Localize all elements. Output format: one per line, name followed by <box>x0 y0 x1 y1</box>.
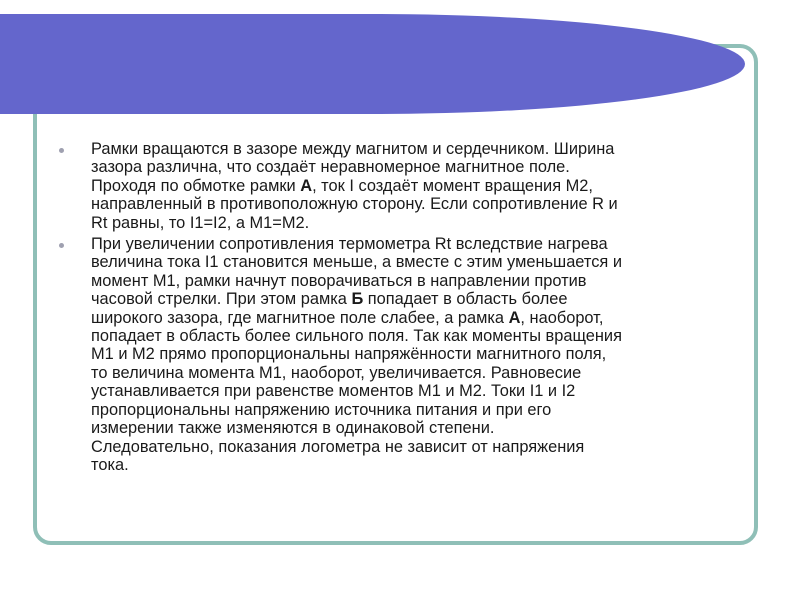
text-line <box>91 177 747 195</box>
text-run: зазора различна, что создаёт неравномерное магнитное поле. <box>91 158 570 177</box>
text-line <box>91 272 747 290</box>
text-run: момент М1, рамки начнут поворачиваться в направлении против <box>91 271 587 290</box>
text-line <box>91 382 747 400</box>
text-run: часовой стрелки. При этом рамка <box>91 290 352 309</box>
text-run: измерении также изменяются в одинаковой степени. <box>91 419 495 438</box>
bold-run: А <box>508 308 521 327</box>
text-line <box>91 327 747 345</box>
text-line <box>91 309 747 327</box>
text-run: тока. <box>91 455 129 474</box>
bold-run: А <box>300 176 313 195</box>
text-line <box>91 438 747 456</box>
text-line <box>91 456 747 474</box>
text-run: то величина момента М1, наоборот, увеличивается. Равновесие <box>91 363 582 382</box>
text-run: Рамки вращаются в зазоре между магнитом и сердечником. Ширина <box>91 140 615 158</box>
text-run: , ток I создаёт момент вращения М2, <box>312 176 593 195</box>
text-line <box>91 345 747 363</box>
text-run: Проходя по обмотке рамки <box>91 176 301 195</box>
bullet-dot-icon <box>59 243 64 248</box>
text-run: , наоборот, <box>520 308 604 327</box>
text-run: М1 и М2 прямо пропорциональны напряжённости магнитного поля, <box>91 345 607 364</box>
text-line <box>91 140 747 158</box>
text-run: Следовательно, показания логометра не зависит от напряжения <box>91 437 585 456</box>
text-line <box>91 235 747 253</box>
text-run: направленный в противоположную сторону. Если сопротивление R и <box>91 195 618 214</box>
paragraph-text <box>91 140 747 232</box>
text-line <box>91 158 747 176</box>
text-line <box>91 214 747 232</box>
bullet-paragraph <box>57 140 747 232</box>
text-line <box>91 401 747 419</box>
text-run: При увеличении сопротивления термометра Rt вследствие нагрева <box>91 235 608 254</box>
text-run: попадает в область более <box>363 290 568 309</box>
text-run: величина тока I1 становится меньше, а вместе с этим уменьшается и <box>91 253 622 272</box>
title-banner <box>0 14 745 114</box>
text-line <box>91 253 747 271</box>
text-run: Rt равны, то I1=I2, а M1=M2. <box>91 213 310 232</box>
bullet-list <box>57 140 747 477</box>
text-run: устанавливается при равенстве моментов М1 и М2. Токи I1 и I2 <box>91 382 576 401</box>
text-run: широкого зазора, где магнитное поле слабее, а рамка <box>91 308 509 327</box>
bullet-dot-icon <box>59 148 64 153</box>
text-line <box>91 364 747 382</box>
paragraph-text <box>91 235 747 474</box>
text-line <box>91 419 747 437</box>
text-line <box>91 195 747 213</box>
text-run: пропорциональны напряжению источника питания и при его <box>91 400 552 419</box>
text-run: попадает в область более сильного поля. Так как моменты вращения <box>91 327 622 346</box>
text-line <box>91 290 747 308</box>
bold-run: Б <box>351 290 364 309</box>
bullet-paragraph <box>57 235 747 474</box>
